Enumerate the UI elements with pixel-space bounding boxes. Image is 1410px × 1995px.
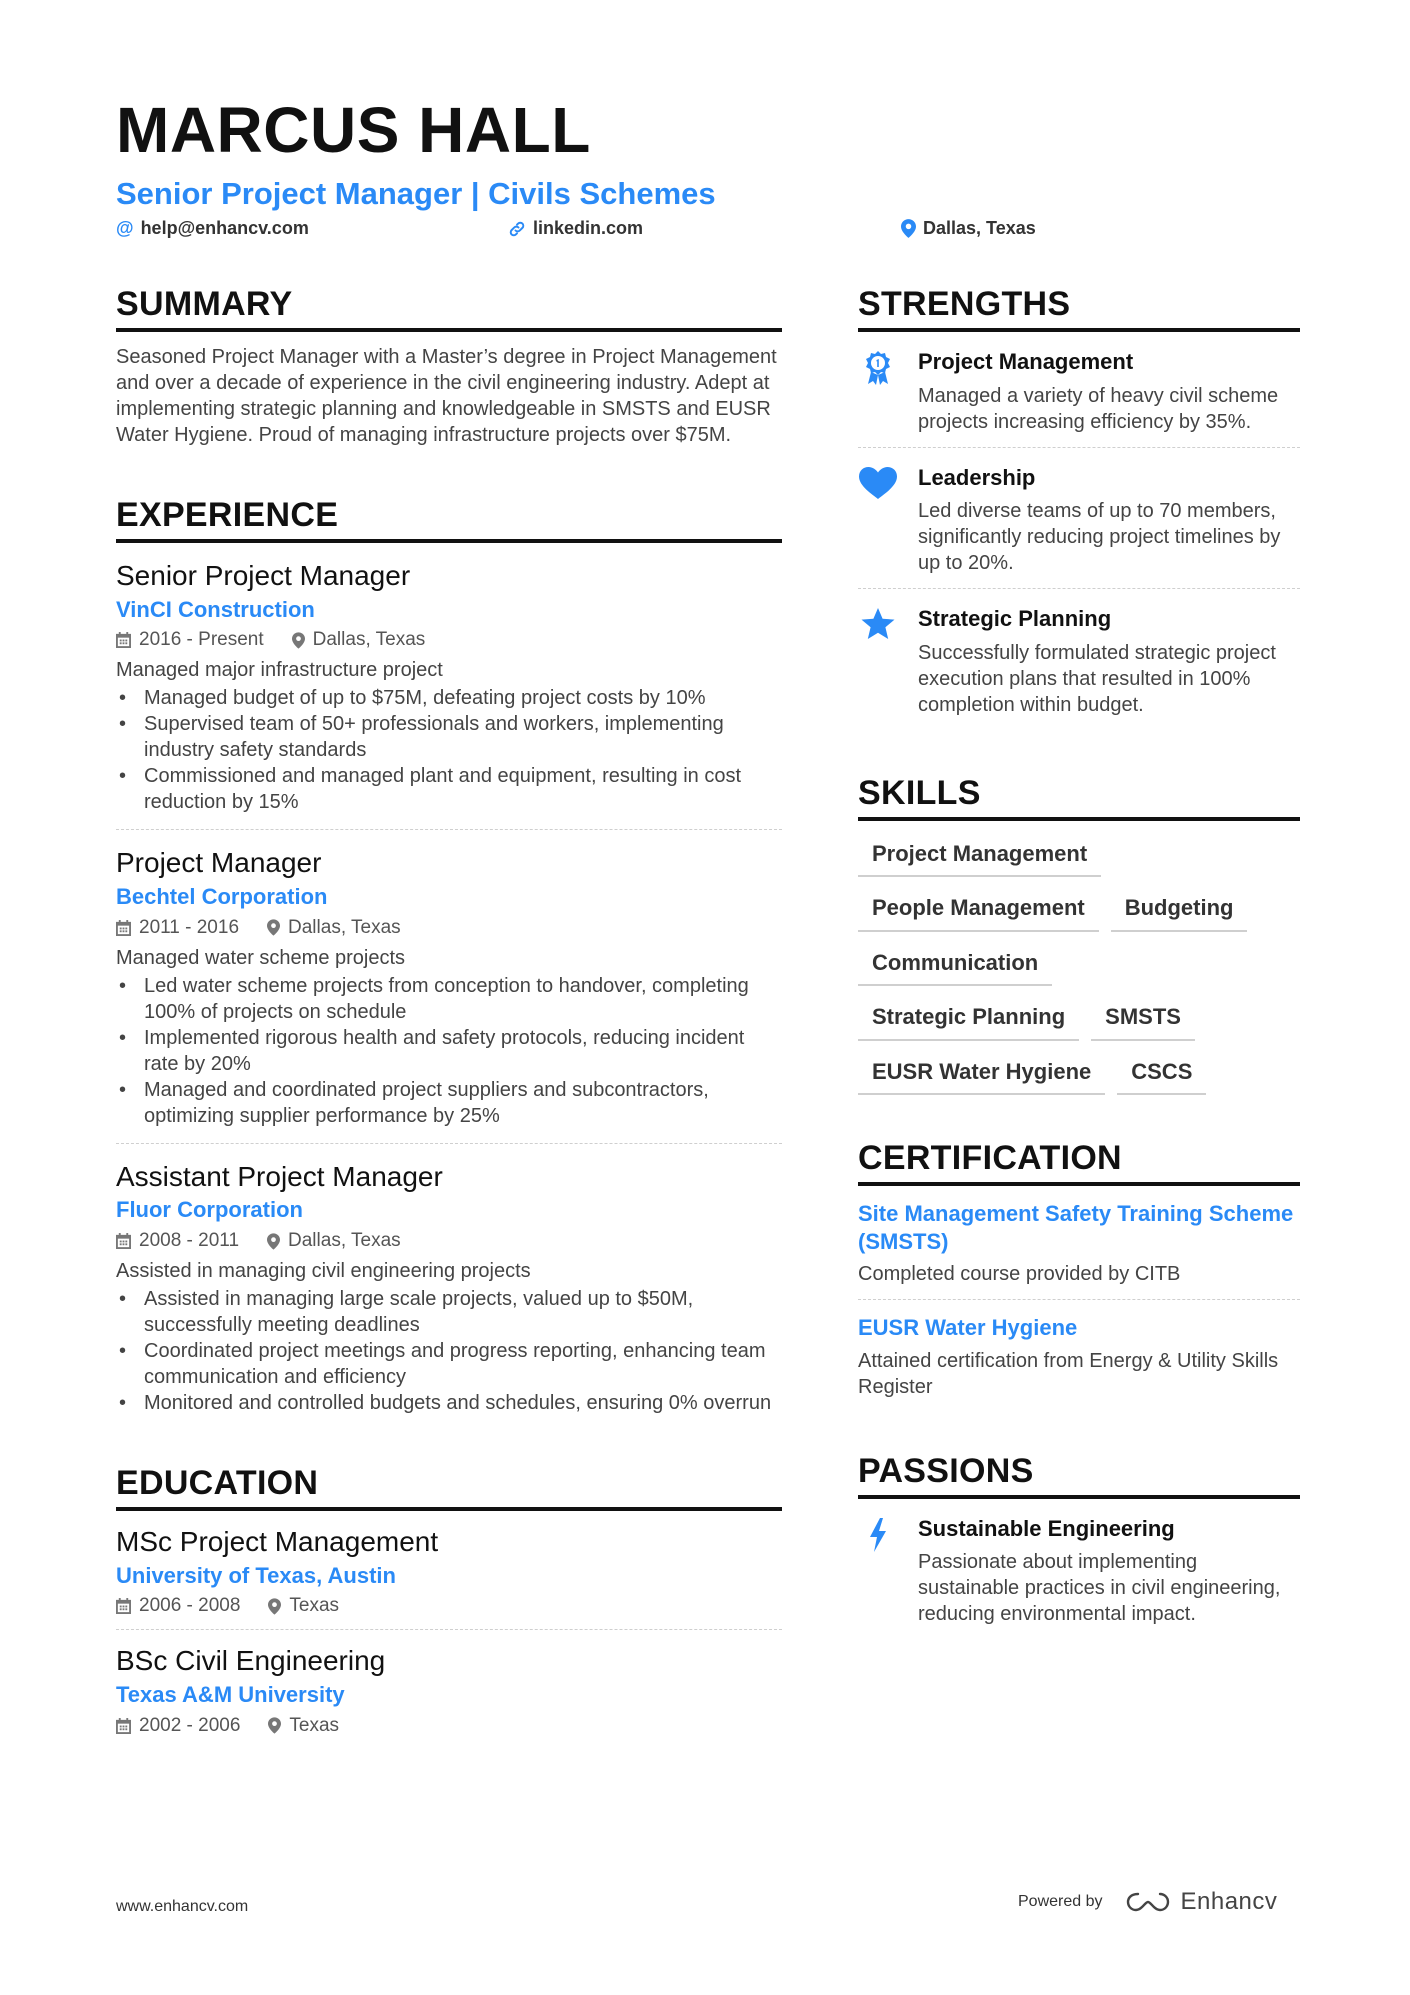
left-column	[116, 285, 782, 1749]
job-dates: 2016 - Present	[139, 629, 264, 651]
strengths-section	[858, 285, 1300, 730]
education-section	[116, 1464, 782, 1749]
location-pin-icon	[901, 219, 916, 238]
education-meta	[116, 1595, 782, 1617]
school-name[interactable]: University of Texas, Austin	[116, 1562, 396, 1588]
passion-description: Passionate about implementing sustainable practices in civil engineering, reducing environmental impact.	[918, 1551, 1281, 1626]
footer-branding[interactable]	[1018, 1888, 1277, 1916]
strength-name: Project Management	[918, 349, 1134, 375]
passions-section	[858, 1452, 1300, 1640]
location-text: Dallas, Texas	[923, 218, 1036, 238]
bullet-item: • Assisted in managing large scale projects, valued up to $50M, successfully meeting deadlines	[116, 1286, 782, 1338]
skill-tag: SMSTS	[1091, 996, 1195, 1040]
education-location: Texas	[289, 1595, 340, 1617]
contact-location	[901, 218, 1036, 239]
job-dates: 2011 - 2016	[139, 916, 240, 938]
skills-list	[858, 833, 1300, 1095]
strength-description: Managed a variety of heavy civil scheme projects increasing efficiency by 35%.	[918, 384, 1279, 433]
skills-section	[858, 774, 1300, 1095]
right-column	[858, 285, 1300, 1639]
skill-tag: Strategic Planning	[858, 996, 1079, 1040]
experience-entry	[116, 830, 782, 1143]
bullet-item: • Managed budget of up to $75M, defeating project costs by 10%	[116, 685, 782, 711]
experience-section	[116, 496, 782, 1430]
skill-tag: Project Management	[858, 833, 1101, 877]
passions-heading: PASSIONS	[858, 1452, 1300, 1499]
strength-item	[858, 332, 1300, 448]
job-bullets	[116, 685, 782, 815]
job-location: Dallas, Texas	[312, 629, 426, 651]
enhancv-logo-icon	[1125, 1890, 1171, 1914]
brand-name: Enhancv	[1180, 1888, 1278, 1915]
link-icon	[508, 220, 526, 238]
bullet-item: • Managed and coordinated project suppliers and subcontractors, optimizing supplier performance by 25%	[116, 1077, 782, 1129]
certification-item	[858, 1186, 1300, 1300]
experience-entry	[116, 1144, 782, 1430]
job-meta	[116, 1230, 782, 1252]
calendar-icon	[116, 632, 131, 648]
job-description: Assisted in managing civil engineering projects	[116, 1260, 531, 1283]
at-icon: @	[116, 218, 134, 238]
certification-description: Attained certification from Energy & Utility Skills Register	[858, 1349, 1279, 1398]
skill-tag: Communication	[858, 942, 1052, 986]
lightning-icon	[858, 1515, 898, 1628]
candidate-name: MARCUS HALL	[116, 94, 591, 166]
certification-item	[858, 1300, 1300, 1412]
strength-name: Leadership	[918, 464, 1036, 490]
location-pin-icon	[267, 919, 280, 936]
location-pin-icon	[267, 1233, 280, 1250]
candidate-headline: Senior Project Manager | Civils Schemes	[116, 176, 716, 211]
experience-heading: EXPERIENCE	[116, 496, 782, 543]
location-pin-icon	[268, 1717, 281, 1734]
education-location: Texas	[289, 1714, 340, 1736]
job-location: Dallas, Texas	[288, 916, 401, 938]
strength-description: Led diverse teams of up to 70 members, significantly reducing project timelines by up to 20%.	[918, 500, 1281, 575]
experience-entry	[116, 543, 782, 830]
job-title: Senior Project Manager	[116, 560, 411, 592]
summary-text: Seasoned Project Manager with a Master’s degree in Project Management and over a decade of experience in the civil engineering industry. Adept at implementing strategic planning and knowledgeable in SMSTS and EUSR Water Hygiene. Proud of managing infrastructure projects over $75M.	[116, 346, 777, 447]
powered-by-text: Powered by	[1018, 1893, 1103, 1910]
location-pin-icon	[292, 632, 305, 649]
passion-item	[858, 1499, 1300, 1640]
certification-name[interactable]: Site Management Safety Training Scheme (SMSTS)	[858, 1201, 1294, 1254]
skill-tag: Budgeting	[1111, 887, 1248, 931]
school-name[interactable]: Texas A&M University	[116, 1682, 345, 1707]
certification-name[interactable]: EUSR Water Hygiene	[858, 1315, 1078, 1341]
passion-name: Sustainable Engineering	[918, 1515, 1175, 1541]
job-description: Managed water scheme projects	[116, 946, 406, 969]
summary-heading: SUMMARY	[116, 285, 782, 332]
bullet-item: • Implemented rigorous health and safety protocols, reducing incident rate by 20%	[116, 1025, 782, 1077]
skill-tag: People Management	[858, 887, 1099, 931]
strength-item	[858, 589, 1300, 730]
education-entry	[116, 1630, 782, 1748]
job-title: Assistant Project Manager	[116, 1160, 443, 1192]
certification-heading: CERTIFICATION	[858, 1139, 1300, 1186]
bullet-item: • Commissioned and managed plant and equipment, resulting in cost reduction by 15%	[116, 763, 782, 815]
brand-logo	[1125, 1888, 1278, 1916]
bullet-item: • Led water scheme projects from conception to handover, completing 100% of projects on schedule	[116, 973, 782, 1025]
bullet-item: • Monitored and controlled budgets and schedules, ensuring 0% overrun	[116, 1390, 782, 1416]
calendar-icon	[116, 1598, 131, 1614]
job-dates: 2008 - 2011	[139, 1230, 240, 1252]
summary-section	[116, 285, 782, 448]
award-icon	[858, 348, 898, 435]
linkedin-text: linkedin.com	[533, 218, 644, 238]
job-title: Project Manager	[116, 847, 322, 879]
certification-description: Completed course provided by CITB	[858, 1263, 1181, 1286]
certification-section	[858, 1139, 1300, 1412]
education-meta	[116, 1715, 782, 1737]
education-heading: EDUCATION	[116, 1464, 782, 1511]
job-meta	[116, 917, 782, 939]
calendar-icon	[116, 920, 131, 936]
bullet-item: • Coordinated project meetings and progress reporting, enhancing team communication and efficiency	[116, 1338, 782, 1390]
strengths-heading: STRENGTHS	[858, 285, 1300, 332]
company-name[interactable]: Fluor Corporation	[116, 1197, 303, 1223]
star-icon	[858, 605, 898, 718]
degree-title: BSc Civil Engineering	[116, 1645, 386, 1677]
strength-description: Successfully formulated strategic project execution plans that resulted in 100% completion within budget.	[918, 641, 1276, 716]
strength-item	[858, 448, 1300, 590]
education-dates: 2006 - 2008	[139, 1595, 241, 1617]
calendar-icon	[116, 1718, 131, 1734]
contact-linkedin[interactable]	[508, 218, 643, 239]
bullet-item: • Supervised team of 50+ professionals and workers, implementing industry safety standards	[116, 711, 782, 763]
job-bullets	[116, 973, 782, 1129]
degree-title: MSc Project Management	[116, 1526, 439, 1558]
contact-email[interactable]	[116, 218, 309, 239]
email-text: help@enhancv.com	[140, 218, 309, 238]
job-bullets	[116, 1286, 782, 1416]
skill-tag: EUSR Water Hygiene	[858, 1051, 1105, 1095]
heart-icon	[858, 464, 898, 577]
calendar-icon	[116, 1233, 131, 1249]
footer-website[interactable]: www.enhancv.com	[116, 1898, 249, 1915]
company-name[interactable]: VinCI Construction	[116, 596, 315, 622]
education-entry	[116, 1511, 782, 1630]
job-description: Managed major infrastructure project	[116, 659, 443, 682]
skill-tag: CSCS	[1117, 1051, 1206, 1095]
job-location: Dallas, Texas	[288, 1230, 401, 1252]
skills-heading: SKILLS	[858, 774, 1300, 821]
strength-name: Strategic Planning	[918, 606, 1112, 632]
job-meta	[116, 629, 782, 651]
company-name[interactable]: Bechtel Corporation	[116, 884, 328, 910]
location-pin-icon	[268, 1598, 281, 1615]
education-dates: 2002 - 2006	[139, 1714, 241, 1736]
